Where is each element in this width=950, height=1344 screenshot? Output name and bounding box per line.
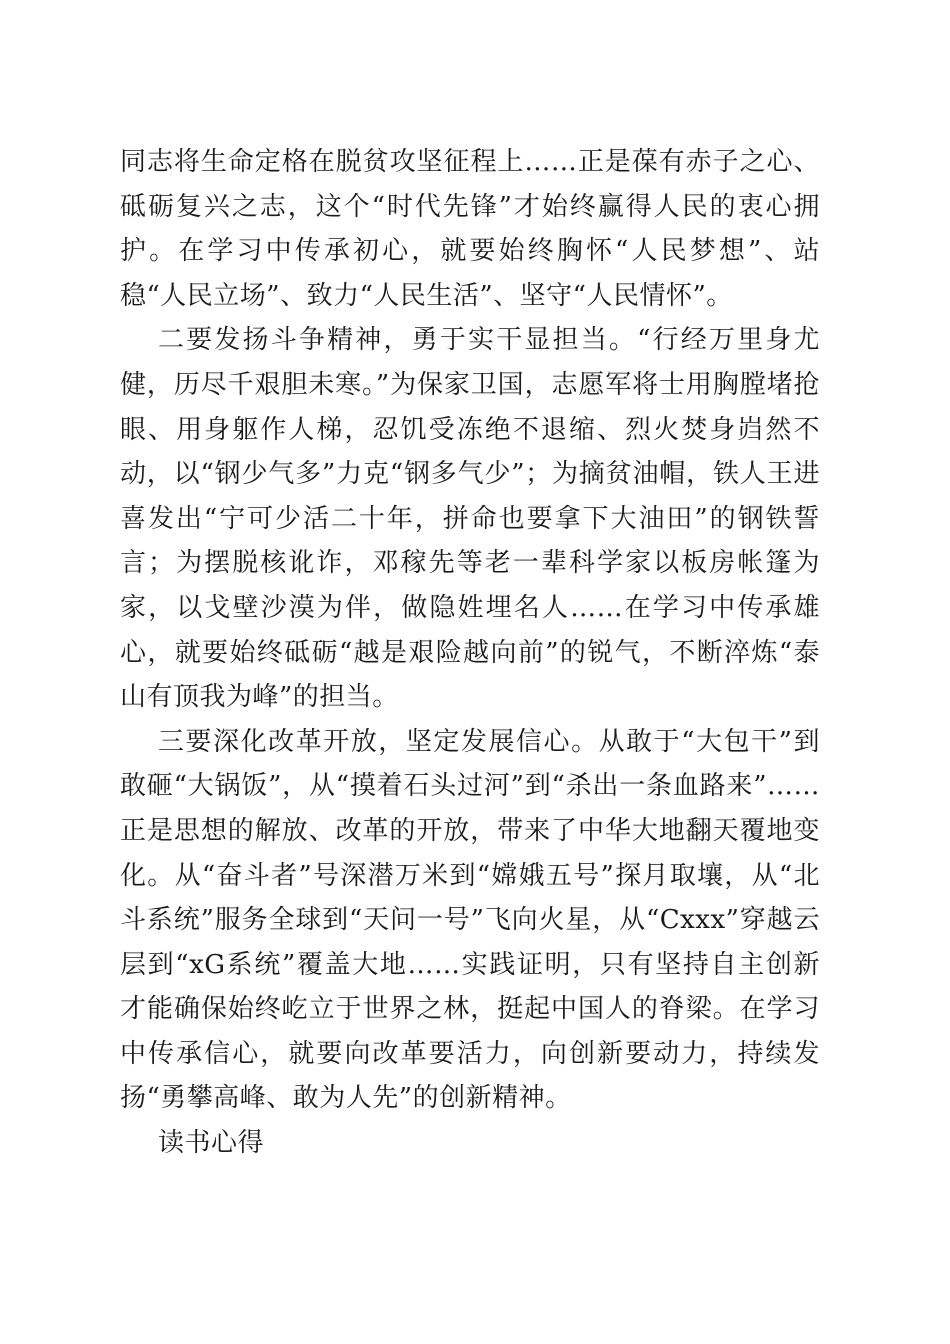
paragraph-reading-notes-heading: 读书心得 — [158, 1128, 265, 1159]
document-body — [120, 140, 820, 1166]
paragraph-reform-opening: 三要深化改革开放，坚定发展信心。从敢于“大包干”到敢砸“大锅饭”，从“摸着石头过河”到“杀出一条血路来”……正是思想的解放、改革的开放，带来了中华大地翻天覆地变化。从“奋斗者”号深潜万米到“嫦娥五号”探月取壤，从“北斗系统”服务全球到“天问一号”飞向火星，从“Cxxx”穿越云层到“xG系统”覆盖大地……实践证明，只有坚持自主创新才能确保始终屹立于世界之林，挺起中国人的脊梁。在学习中传承信心，就要向改革要活力，向创新要动力，持续发扬“勇攀高峰、敢为人先”的创新精神。 — [120, 726, 820, 1114]
paragraph-struggle-spirit: 二要发扬斗争精神，勇于实干显担当。“行经万里身尤健，历尽千艰胆未寒。”为保家卫国，志愿军将士用胸膛堵抢眼、用身躯作人梯，忍饥受冻绝不退缩、烈火焚身岿然不动，以“钢少气多”力克“钢多气少”；为摘贫油帽，铁人王进喜发出“宁可少活二十年，拼命也要拿下大油田”的钢铁誓言；为摆脱核讹诈，邓稼先等老一辈科学家以板房帐篷为家，以戈壁沙漠为伴，做隐姓埋名人……在学习中传承雄心，就要始终砥砺“越是艰险越向前”的锐气，不断淬炼“泰山有顶我为峰”的担当。 — [120, 325, 820, 713]
paragraph-continuation: 同志将生命定格在脱贫攻坚征程上……正是葆有赤子之心、砥砺复兴之志，这个“时代先锋”才始终赢得人民的衷心拥护。在学习中传承初心，就要始终胸怀“人民梦想”、站稳“人民立场”、致力“人民生活”、坚守“人民情怀”。 — [120, 147, 820, 311]
